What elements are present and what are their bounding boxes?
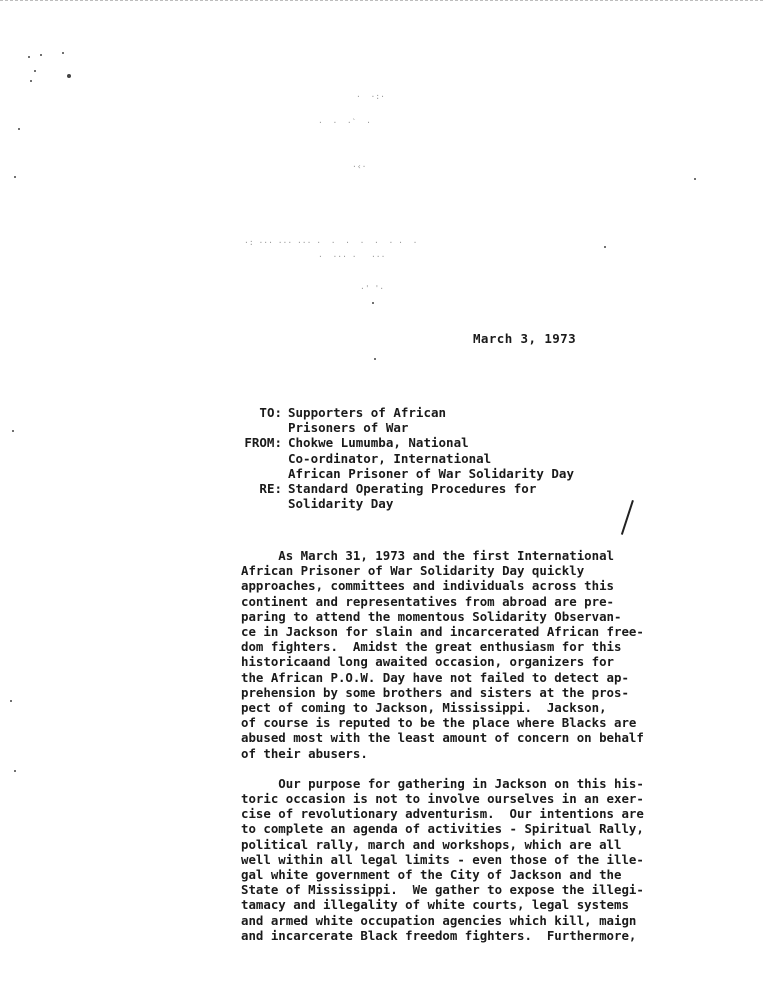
- page-top-edge: [0, 0, 763, 1]
- faded-letterhead-mark: ·‹·: [352, 162, 367, 171]
- scan-speck: [14, 770, 16, 772]
- body-line: historicaand long awaited occasion, organizers for: [241, 654, 614, 670]
- body-line: the African P.O.W. Day have not failed to detect ap-: [241, 669, 629, 685]
- body-line: political rally, march and workshops, which are all: [241, 836, 622, 852]
- memo-re-label: RE:: [259, 481, 282, 497]
- body-line: well within all legal limits - even those of the ille-: [241, 851, 644, 867]
- memo-from-row: [200, 435, 670, 481]
- body-line: ce in Jackson for slain and incarcerated African free-: [241, 624, 644, 640]
- body-line: and incarcerate Black freedom fighters. Furthermore,: [241, 927, 637, 943]
- memo-from-line: Co-ordinator, International: [288, 450, 492, 466]
- memo-from-line: Chokwe Lumumba, National: [288, 435, 469, 451]
- body-line: to complete an agenda of activities - Spiritual Rally,: [241, 821, 644, 837]
- body-line: African Prisoner of War Solidarity Day quickly: [241, 563, 585, 579]
- body-line: cise of revolutionary adventurism. Our intentions are: [241, 806, 644, 822]
- scan-speck: [28, 56, 30, 58]
- faded-letterhead-mark: · · ·` ·: [318, 118, 371, 127]
- body-line: As March 31, 1973 and the first International: [241, 548, 614, 563]
- memo-re-line: Solidarity Day: [288, 496, 394, 512]
- body-line: Our purpose for gathering in Jackson on this his-: [241, 775, 644, 791]
- body-line: toric occasion is not to involve ourselves in an exer-: [241, 791, 644, 807]
- scan-speck: [62, 52, 64, 54]
- scan-speck: [30, 80, 32, 82]
- memo-to-line: Prisoners of War: [288, 420, 409, 436]
- scan-speck: [694, 178, 696, 180]
- body-line: paring to attend the momentous Solidarity Observan-: [241, 608, 622, 624]
- body-line: gal white government of the City of Jackson and the: [241, 867, 622, 883]
- body-line: abused most with the least amount of concern on behalf: [241, 730, 644, 746]
- memo-to-value: [288, 405, 446, 435]
- body-line: of their abusers.: [241, 745, 368, 761]
- body-line: tamacy and illegality of white courts, legal systems: [241, 897, 629, 913]
- body-line: approaches, committees and individuals across this: [241, 578, 614, 594]
- memo-re-row: [200, 481, 670, 511]
- memo-to-row: [200, 405, 670, 435]
- scan-speck: [40, 54, 42, 56]
- memo-from-value: [288, 435, 574, 481]
- scan-speck: [374, 358, 376, 360]
- memo-to-label: TO:: [259, 405, 282, 420]
- memo-from-line: African Prisoner of War Solidarity Day: [288, 465, 574, 481]
- faded-letterhead-mark: ·' '·: [360, 284, 385, 293]
- body-paragraph: [241, 776, 741, 943]
- scan-speck: [12, 430, 14, 432]
- memo-from-label: FROM:: [244, 435, 282, 451]
- body-line: and armed white occupation agencies which kill, maign: [241, 912, 637, 928]
- scan-speck: [604, 246, 606, 248]
- faded-letterhead-mark: · ·:·: [356, 92, 385, 101]
- faded-letterhead-mark: · ··· · ···: [318, 252, 386, 261]
- letter-date: March 3, 1973: [473, 331, 577, 346]
- body-line: dom fighters. Amidst the great enthusiasm for this: [241, 639, 622, 655]
- body-line: of course is reputed to be the place where Blacks are: [241, 715, 637, 731]
- memo-to-line: Supporters of African: [288, 405, 447, 420]
- body-line: State of Mississippi. We gather to expose the illegi-: [241, 882, 644, 898]
- scan-speck: [34, 70, 36, 72]
- body-line: pect of coming to Jackson, Mississippi. Jackson,: [241, 700, 607, 716]
- scan-speck: [10, 700, 12, 702]
- memo-re-value: [288, 481, 536, 511]
- scan-speck: [67, 74, 71, 78]
- faded-letterhead-mark: ·: ··· ··· ··· · · · · · · · ·: [244, 238, 418, 247]
- scan-speck: [14, 176, 16, 178]
- body-paragraph: [241, 548, 741, 761]
- body-line: prehension by some brothers and sisters at the pros-: [241, 684, 629, 700]
- memo-re-line: Standard Operating Procedures for: [288, 481, 537, 497]
- scan-speck: [18, 128, 20, 130]
- memo-header: [200, 405, 670, 511]
- letter-body: [241, 548, 741, 958]
- scan-speck: [372, 302, 374, 304]
- body-line: continent and representatives from abroad are pre-: [241, 593, 614, 609]
